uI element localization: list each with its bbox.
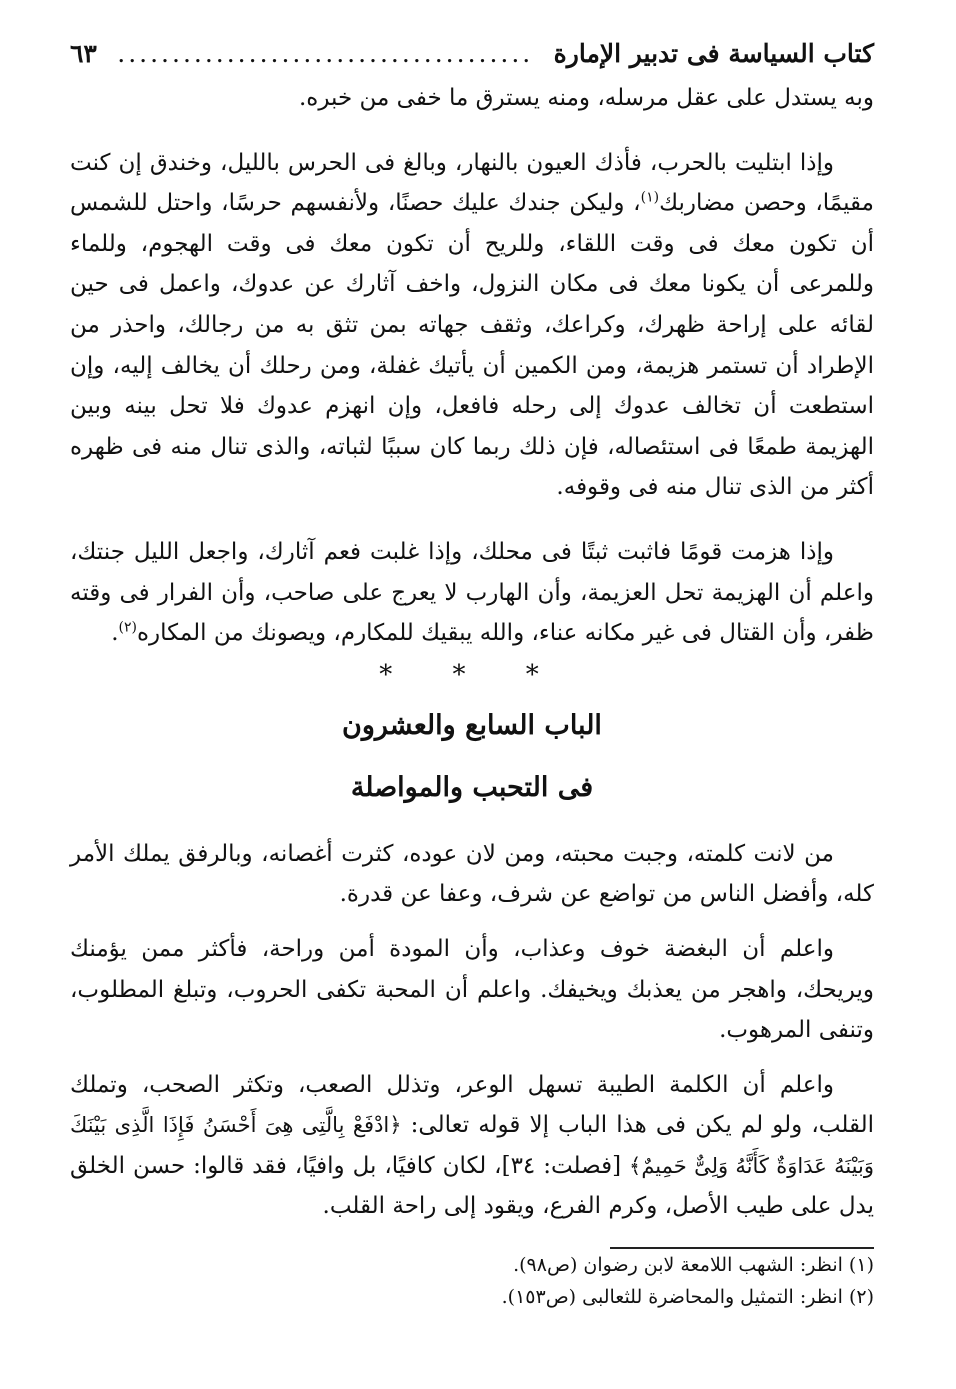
paragraph-5: واعلم أن البغضة خوف وعذاب، وأن المودة أمن وراحة، فأكثر ممن يؤمنك ويريحك، واهجر من يعذبك ويخيفك. واعلم أن المحبة تكفى الحروب، وتبلغ المطلوب، وتنفى المرهوب. bbox=[70, 935, 874, 1044]
footnote-2: (٢) انظر: التمثيل والمحاضرة للثعالبى (ص١٥٣). bbox=[501, 1286, 874, 1309]
paragraph-3 bbox=[70, 532, 874, 654]
paragraph-3-text-a: وإذا هزمت قومًا فاثبت ثبتًا فى محلك، وإذا غلبت فعم آثارك، واجعل الليل جنتك، واعلم أن الهزيمة تحل العزيمة، وأن الهارب لا يعرج على صاحب، وأن الفرار فى وقته ظفر، وأن القتال فى غير مكانه عناء، والله يبقيك للمكارم، ويصونك من المكاره bbox=[70, 538, 874, 647]
paragraph-4: من لانت كلمته، وجبت محبته، ومن لان عوده، كثرت أغصانه، وبالرفق يملك الأمر كله، وأفضل الناس من تواضع عن شرف، وعفا عن قدرة. bbox=[70, 840, 874, 908]
chapter-title: الباب السابع والعشرون bbox=[342, 709, 602, 741]
section-separator: * * * bbox=[379, 659, 565, 690]
book-title: كتاب السياسة فى تدبير الإمارة bbox=[553, 39, 874, 68]
running-header bbox=[70, 34, 874, 78]
chapter-subtitle: فى التحبب والمواصلة bbox=[350, 771, 594, 803]
paragraph-2 bbox=[70, 143, 874, 508]
footnote-ref-2: (٢) bbox=[118, 619, 137, 636]
footnote-1: (١) انظر: الشهب اللامعة لابن رضوان (ص٩٨). bbox=[513, 1254, 874, 1277]
footnote-ref-1: (١) bbox=[640, 189, 660, 206]
paragraph-6-text-a: واعلم أن الكلمة الطيبة تسهل الوعر، وتذلل الصعب، وتكثر الصحب، وتملك القلب، ولو لم يكن فى هذا الباب إلا قوله تعالى: bbox=[70, 1071, 874, 1139]
paragraph-2-text-b: ، وليكن جندك عليك حصنًا، ولأنفسهم حرسًا، واحتل للشمس أن تكون معك فى وقت اللقاء، وللريح أن تكون معك فى وقت الهجوم، وللماء وللمرعى أن يكونا معك فى مكان النزول، واخف آثارك عن عدوك، واعمل فى حين لقائه على إراحة ظهرك، وكراعك، وثقف جهاته بمن تثق به من رجالك، واحذر من الإطراد أن تستمر هزيمة، ومن الكمين أن يأتيك غفلة، ومن رحلك أن يخالف إليه، وإن استطعت أن تخالف عدوك إلى رحله فافعل، وإن انهزم عدوك فلا تحل بينه وبين الهزيمة طمعًا فى استئصاله، فإن ذلك ربما كان سببًا لثباته، والذى تنال منه فى ظهره أكثر من الذى تنال منه فى وقوفه. bbox=[70, 190, 874, 501]
book-page bbox=[70, 34, 874, 1389]
quran-verse: ﴿ادْفَعْ بِالَّتِى هِىَ أَحْسَنُ فَإِذَا الَّذِى بَيْنَكَ وَبَيْنَهُ عَدَاوَةٌ كَأَنَّهُ وَلِىٌّ حَمِيمٌ﴾ bbox=[70, 1113, 874, 1178]
page-number: ٦٣ bbox=[70, 39, 97, 68]
paragraph-1: وبه يستدل على عقل مرسله، ومنه يسترق ما خفى من خبره. bbox=[298, 85, 874, 111]
paragraph-2-text-a: وإذا ابتليت بالحرب، فأذك العيون بالنهار، وبالغ فى الحرس بالليل، وخندق إن كنت مقيمًا، وحصن مضاربك bbox=[70, 149, 874, 217]
paragraph-6-text-b: [فصلت: ٣٤]، لكان كافيًا، بل وافيًا، فقد قالوا: حسن الخلق يدل على طيب الأصل، وكرم الفرع، ويقود إلى راحة القلب. bbox=[70, 1152, 874, 1220]
paragraph-3-text-b: . bbox=[111, 620, 119, 647]
leader-dots: ...................................... bbox=[117, 39, 534, 68]
paragraph-6 bbox=[70, 1065, 874, 1227]
